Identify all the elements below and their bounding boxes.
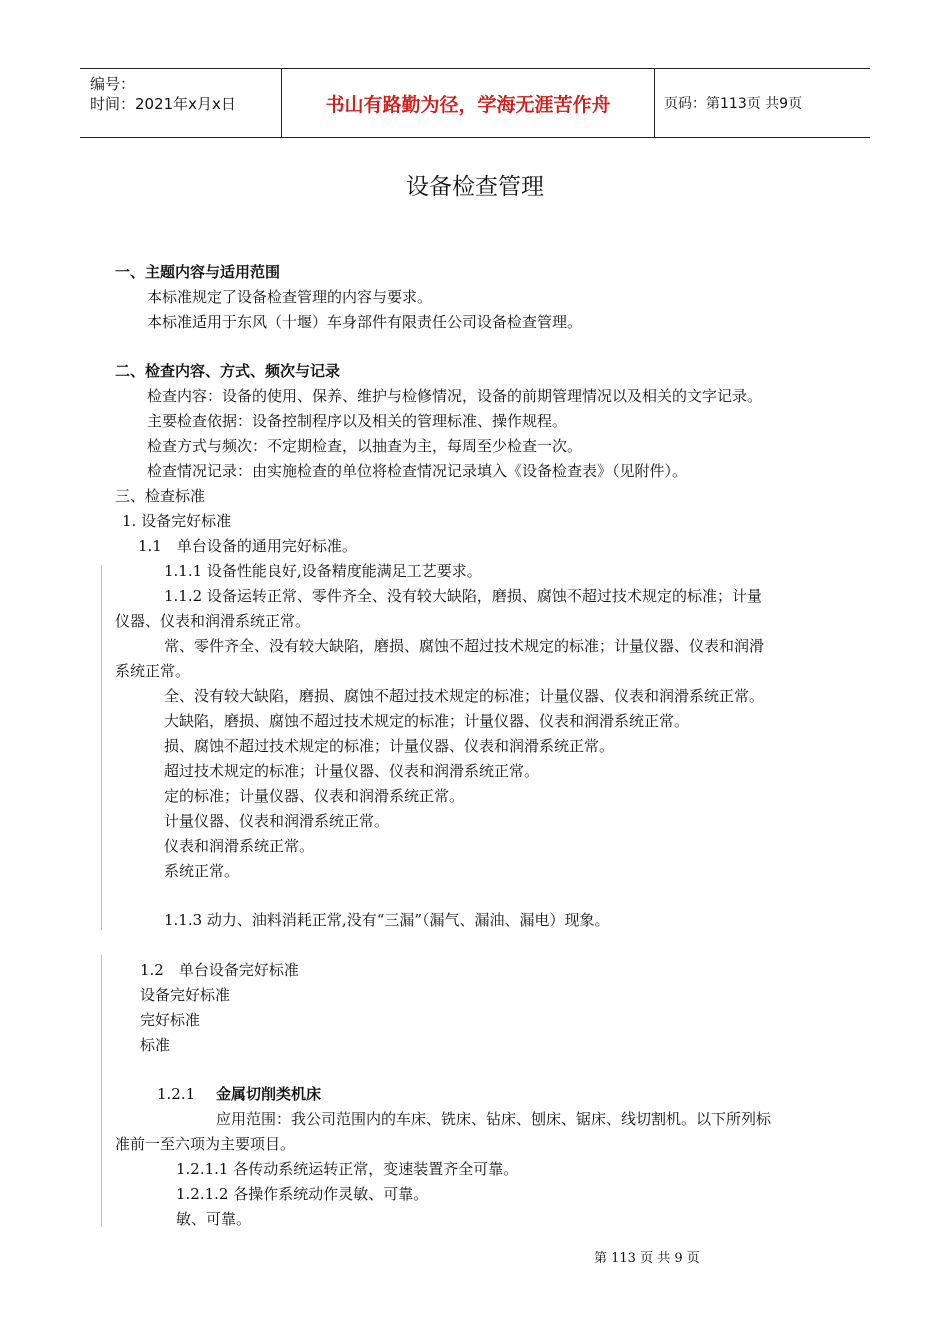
paragraph-line: 检查方式与频次：不定期检查，以抽查为主，每周至少检查一次。 xyxy=(147,437,583,455)
paragraph-line: 设备完好标准 xyxy=(140,986,231,1004)
header-page-label: 页码：第113页 共9页 xyxy=(664,96,803,112)
paragraph-line: 1.2.1.2 各操作系统动作灵敏、可靠。 xyxy=(176,1185,429,1203)
document-header xyxy=(80,68,870,138)
paragraph-line: 全、没有较大缺陷，磨损、腐蚀不超过技术规定的标准；计量仪器、仪表和润滑系统正常。 xyxy=(164,687,765,705)
paragraph-line: 完好标准 xyxy=(140,1011,201,1029)
margin-line xyxy=(101,955,102,1227)
time-label: 时间：2021年x月x日 xyxy=(90,95,236,113)
paragraph-line: 敏、可靠。 xyxy=(176,1210,252,1228)
paragraph-line: 系统正常。 xyxy=(115,662,191,680)
paragraph-line: 本标准规定了设备检查管理的内容与要求。 xyxy=(147,288,433,306)
paragraph-line: 应用范围：我公司范围内的车床、铣床、钻床、刨床、锯床、线切割机。以下所列标 xyxy=(216,1110,772,1128)
paragraph-line: 标准 xyxy=(140,1036,171,1054)
page-footer: 第 113 页 共 9 页 xyxy=(594,1251,700,1266)
paragraph-line: 1.1.3 动力、油料消耗正常,没有“三漏”（漏气、漏油、漏电）现象。 xyxy=(164,911,610,929)
page-title: 设备检查管理 xyxy=(406,174,544,200)
header-info-cell xyxy=(80,69,282,137)
paragraph-line: 本标准适用于东风（十堰）车身部件有限责任公司设备检查管理。 xyxy=(147,313,583,331)
paragraph-line: 1.1.2 设备运转正常、零件齐全、没有较大缺陷，磨损、腐蚀不超过技术规定的标准；计量 xyxy=(164,587,762,605)
paragraph-line: 1.2.1.1 各传动系统运转正常，变速装置齐全可靠。 xyxy=(176,1160,519,1178)
section-heading: 二、检查内容、方式、频次与记录 xyxy=(115,362,341,380)
paragraph-line: 计量仪器、仪表和润滑系统正常。 xyxy=(164,812,390,830)
header-motto: 书山有路勤为径，学海无涯苦作舟 xyxy=(282,69,655,137)
paragraph-line: 大缺陷，磨损、腐蚀不超过技术规定的标准；计量仪器、仪表和润滑系统正常。 xyxy=(164,712,690,730)
subsection-heading: 1. 设备完好标准 xyxy=(122,512,232,530)
subsection-heading: 金属切削类机床 xyxy=(216,1085,322,1103)
paragraph-line: 1.1.1 设备性能良好,设备精度能满足工艺要求。 xyxy=(164,562,482,580)
paragraph-line: 定的标准；计量仪器、仪表和润滑系统正常。 xyxy=(164,787,465,805)
paragraph-line: 检查内容：设备的使用、保养、维护与检修情况，设备的前期管理情况以及相关的文字记录。 xyxy=(147,387,763,405)
paragraph-line: 检查情况记录：由实施检查的单位将检查情况记录填入《设备检查表》（见附件）。 xyxy=(147,462,688,480)
subsection-heading: 1.2 单台设备完好标准 xyxy=(140,961,299,979)
subsection-heading: 1.1 单台设备的通用完好标准。 xyxy=(138,537,357,555)
paragraph-line: 仪器、仪表和润滑系统正常。 xyxy=(115,612,311,630)
paragraph-line: 超过技术规定的标准；计量仪器、仪表和润滑系统正常。 xyxy=(164,762,540,780)
paragraph-line: 损、腐蚀不超过技术规定的标准；计量仪器、仪表和润滑系统正常。 xyxy=(164,737,615,755)
section-heading: 一、主题内容与适用范围 xyxy=(115,263,281,281)
subsection-number: 1.2.1 xyxy=(157,1085,196,1103)
section-heading: 三、检查标准 xyxy=(115,487,206,505)
paragraph-line: 常、零件齐全、没有较大缺陷，磨损、腐蚀不超过技术规定的标准；计量仪器、仪表和润滑 xyxy=(164,637,765,655)
paragraph-line: 准前一至六项为主要项目。 xyxy=(115,1135,296,1153)
paragraph-line: 主要检查依据：设备控制程序以及相关的管理标准、操作规程。 xyxy=(147,412,568,430)
number-label: 编号： xyxy=(90,75,136,93)
paragraph-line: 仪表和润滑系统正常。 xyxy=(164,837,315,855)
paragraph-line: 系统正常。 xyxy=(164,862,240,880)
margin-line xyxy=(101,565,102,930)
